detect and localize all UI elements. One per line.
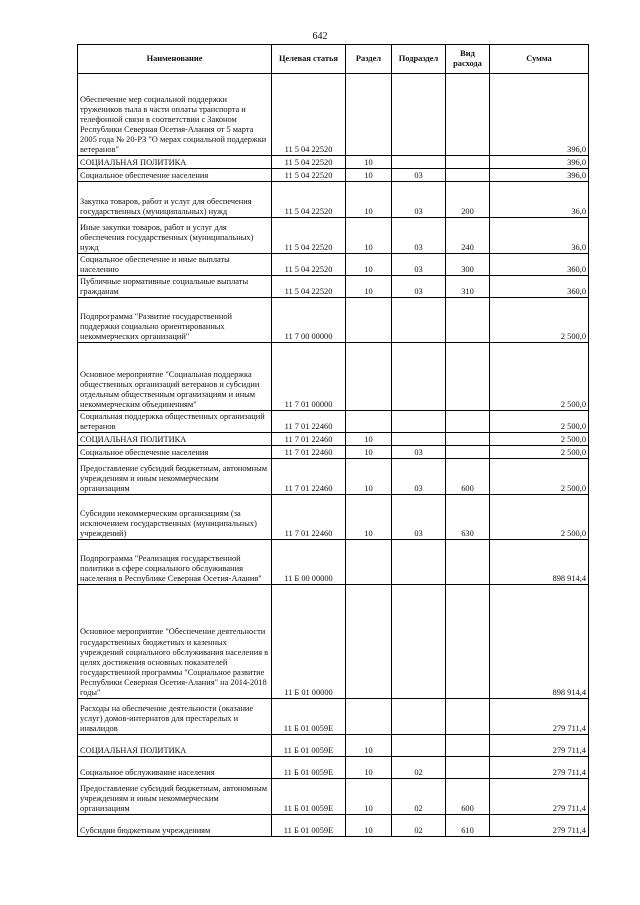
table-cell-sum: 2 500,0 (490, 459, 589, 495)
table-row (78, 446, 589, 459)
table-cell-section (346, 74, 392, 156)
table-cell-name: Субсидии некоммерческим организациям (за исключением государственных (муниципальных) учреждений) (78, 495, 272, 540)
table-row (78, 276, 589, 298)
table-row (78, 585, 589, 699)
table-cell-section (346, 540, 392, 585)
table-row (78, 411, 589, 433)
table-cell-code: 11 Б 01 0059Е (272, 735, 346, 757)
table-cell-name: Социальная поддержка общественных организаций ветеранов (78, 411, 272, 433)
table-cell-sum: 279 711,4 (490, 815, 589, 837)
table-cell-sum: 279 711,4 (490, 779, 589, 815)
table-cell-sum: 360,0 (490, 276, 589, 298)
table-cell-name: Подпрограмма "Развитие государственной поддержки социально ориентированных некоммерческих организаций" (78, 298, 272, 343)
page-number: 642 (312, 31, 328, 42)
table-row (78, 218, 589, 254)
header-sum: Сумма (490, 45, 589, 74)
table-cell-code: 11 5 04 22520 (272, 169, 346, 182)
table-cell-section: 10 (346, 218, 392, 254)
table-cell-section: 10 (346, 276, 392, 298)
budget-table (77, 44, 589, 837)
table-cell-name: СОЦИАЛЬНАЯ ПОЛИТИКА (78, 433, 272, 446)
table-cell-subsection (392, 156, 446, 169)
table-cell-name: СОЦИАЛЬНАЯ ПОЛИТИКА (78, 735, 272, 757)
table-cell-sum: 2 500,0 (490, 411, 589, 433)
table-cell-expense-type (446, 757, 490, 779)
table-cell-code: 11 5 04 22520 (272, 218, 346, 254)
table-row (78, 757, 589, 779)
table-cell-section (346, 298, 392, 343)
table-cell-sum: 898 914,4 (490, 540, 589, 585)
table-cell-expense-type: 310 (446, 276, 490, 298)
table-cell-code: 11 Б 01 0059Е (272, 779, 346, 815)
header-expense-type: Вид расхода (446, 45, 490, 74)
table-cell-code: 11 Б 00 00000 (272, 540, 346, 585)
table-cell-sum: 396,0 (490, 156, 589, 169)
table-cell-subsection: 02 (392, 757, 446, 779)
table-cell-subsection: 03 (392, 495, 446, 540)
table-row (78, 182, 589, 218)
header-subsection: Подраздел (392, 45, 446, 74)
table-cell-subsection: 02 (392, 779, 446, 815)
table-cell-section: 10 (346, 757, 392, 779)
table-cell-code: 11 7 01 22460 (272, 459, 346, 495)
table-cell-sum: 396,0 (490, 169, 589, 182)
table-cell-sum: 2 500,0 (490, 446, 589, 459)
table-row (78, 459, 589, 495)
table-cell-expense-type: 630 (446, 495, 490, 540)
table-cell-expense-type: 300 (446, 254, 490, 276)
table-cell-sum: 2 500,0 (490, 343, 589, 411)
table-cell-sum: 279 711,4 (490, 757, 589, 779)
table-cell-expense-type (446, 735, 490, 757)
table-cell-code: 11 5 04 22520 (272, 156, 346, 169)
table-cell-name: Подпрограмма "Реализация государственной политики в сфере социального обслуживания населения в Республике Северная Осетия-Алания" (78, 540, 272, 585)
table-cell-code: 11 5 04 22520 (272, 276, 346, 298)
table-cell-subsection: 03 (392, 182, 446, 218)
table-cell-sum: 279 711,4 (490, 735, 589, 757)
table-header-row (78, 45, 589, 74)
table-cell-expense-type: 600 (446, 779, 490, 815)
table-cell-subsection: 03 (392, 276, 446, 298)
table-cell-name: Публичные нормативные социальные выплаты гражданам (78, 276, 272, 298)
table-cell-code: 11 7 01 00000 (272, 343, 346, 411)
table-cell-expense-type (446, 585, 490, 699)
table-cell-subsection: 03 (392, 254, 446, 276)
table-cell-section: 10 (346, 779, 392, 815)
table-cell-name: Закупка товаров, работ и услуг для обеспечения государственных (муниципальных) нужд (78, 182, 272, 218)
table-cell-section: 10 (346, 446, 392, 459)
table-cell-name: Предоставление субсидий бюджетным, автономным учреждениям и иным некоммерческим организациям (78, 779, 272, 815)
header-code: Целевая статья (272, 45, 346, 74)
table-row (78, 343, 589, 411)
table-row (78, 433, 589, 446)
table-cell-section (346, 411, 392, 433)
table-cell-name: Основное мероприятие "Социальная поддержка общественных организаций ветеранов и субсидии отдельным общественным организациям и иным некоммерческим объединениям" (78, 343, 272, 411)
table-cell-subsection: 03 (392, 218, 446, 254)
table-cell-code: 11 7 01 22460 (272, 495, 346, 540)
header-section: Раздел (346, 45, 392, 74)
table-cell-subsection (392, 411, 446, 433)
table-cell-subsection: 03 (392, 459, 446, 495)
table-cell-expense-type (446, 74, 490, 156)
table-cell-sum: 898 914,4 (490, 585, 589, 699)
table-cell-sum: 2 500,0 (490, 298, 589, 343)
table-row (78, 735, 589, 757)
table-cell-sum: 36,0 (490, 218, 589, 254)
table-row (78, 815, 589, 837)
table-cell-name: СОЦИАЛЬНАЯ ПОЛИТИКА (78, 156, 272, 169)
table-cell-sum: 360,0 (490, 254, 589, 276)
table-cell-section: 10 (346, 156, 392, 169)
table-cell-subsection (392, 298, 446, 343)
table-cell-code: 11 Б 01 0059Е (272, 699, 346, 735)
table-cell-subsection (392, 74, 446, 156)
table-cell-expense-type (446, 411, 490, 433)
table-cell-section (346, 343, 392, 411)
table-cell-section: 10 (346, 815, 392, 837)
table-cell-section: 10 (346, 169, 392, 182)
table-cell-subsection (392, 585, 446, 699)
table-cell-code: 11 7 01 22460 (272, 411, 346, 433)
table-row (78, 495, 589, 540)
table-cell-name: Социальное обеспечение и иные выплаты населению (78, 254, 272, 276)
table-cell-code: 11 5 04 22520 (272, 254, 346, 276)
table-row (78, 540, 589, 585)
table-cell-subsection (392, 343, 446, 411)
table-cell-section: 10 (346, 182, 392, 218)
table-row (78, 74, 589, 156)
table-cell-section: 10 (346, 735, 392, 757)
table-cell-subsection: 03 (392, 446, 446, 459)
table-cell-expense-type (446, 446, 490, 459)
table-cell-code: 11 5 04 22520 (272, 74, 346, 156)
table-cell-name: Социальное обслуживание населения (78, 757, 272, 779)
table-cell-code: 11 Б 01 0059Е (272, 757, 346, 779)
table-cell-sum: 36,0 (490, 182, 589, 218)
table-cell-code: 11 7 01 22460 (272, 433, 346, 446)
table-cell-name: Основное мероприятие "Обеспечение деятельности государственных бюджетных и казенных учреждений социального обслуживания населения в целях достижения основных показателей государственной программы "Социальное развитие Республики Северная Осетия-Алания" на 2014-2018 годы" (78, 585, 272, 699)
table-cell-subsection (392, 699, 446, 735)
table-cell-sum: 2 500,0 (490, 495, 589, 540)
table-cell-name: Предоставление субсидий бюджетным, автономным учреждениям и иным некоммерческим организациям (78, 459, 272, 495)
table-cell-code: 11 Б 01 0059Е (272, 815, 346, 837)
table-row (78, 156, 589, 169)
table-cell-subsection (392, 540, 446, 585)
table-cell-section (346, 699, 392, 735)
table-cell-expense-type (446, 699, 490, 735)
table-cell-section (346, 585, 392, 699)
table-cell-expense-type (446, 540, 490, 585)
table-cell-code: 11 5 04 22520 (272, 182, 346, 218)
table-cell-expense-type: 610 (446, 815, 490, 837)
table-cell-code: 11 7 00 00000 (272, 298, 346, 343)
table-cell-name: Субсидии бюджетным учреждениям (78, 815, 272, 837)
table-cell-code: 11 7 01 22460 (272, 446, 346, 459)
table-cell-expense-type (446, 433, 490, 446)
table-row (78, 254, 589, 276)
table-cell-subsection: 02 (392, 815, 446, 837)
header-name: Наименование (78, 45, 272, 74)
table-cell-subsection (392, 735, 446, 757)
table-row (78, 169, 589, 182)
table-cell-expense-type: 240 (446, 218, 490, 254)
table-cell-code: 11 Б 01 00000 (272, 585, 346, 699)
table-cell-section: 10 (346, 459, 392, 495)
table-row (78, 699, 589, 735)
table-cell-section: 10 (346, 254, 392, 276)
table-cell-sum: 279 711,4 (490, 699, 589, 735)
table-row (78, 779, 589, 815)
table-row (78, 298, 589, 343)
table-cell-section: 10 (346, 495, 392, 540)
table-cell-expense-type (446, 156, 490, 169)
table-cell-expense-type: 600 (446, 459, 490, 495)
table-cell-sum: 2 500,0 (490, 433, 589, 446)
table-cell-name: Расходы на обеспечение деятельности (оказание услуг) домов-интернатов для престарелых и инвалидов (78, 699, 272, 735)
table-cell-name: Иные закупки товаров, работ и услуг для обеспечения государственных (муниципальных) нужд (78, 218, 272, 254)
table-cell-sum: 396,0 (490, 74, 589, 156)
table-cell-expense-type: 200 (446, 182, 490, 218)
table-cell-name: Обеспечение мер социальной поддержки тружеников тыла в части оплаты транспорта и телефонной связи в соответствии с Законом Республики Северная Осетия-Алания от 5 марта 2005 года № 20-РЗ "О мерах социальной поддержки ветеранов" (78, 74, 272, 156)
table-cell-name: Социальное обеспечение населения (78, 169, 272, 182)
table-cell-expense-type (446, 343, 490, 411)
table-cell-section: 10 (346, 433, 392, 446)
table-cell-subsection (392, 433, 446, 446)
table-cell-subsection: 03 (392, 169, 446, 182)
table-cell-name: Социальное обеспечение населения (78, 446, 272, 459)
table-cell-expense-type (446, 169, 490, 182)
table-cell-expense-type (446, 298, 490, 343)
